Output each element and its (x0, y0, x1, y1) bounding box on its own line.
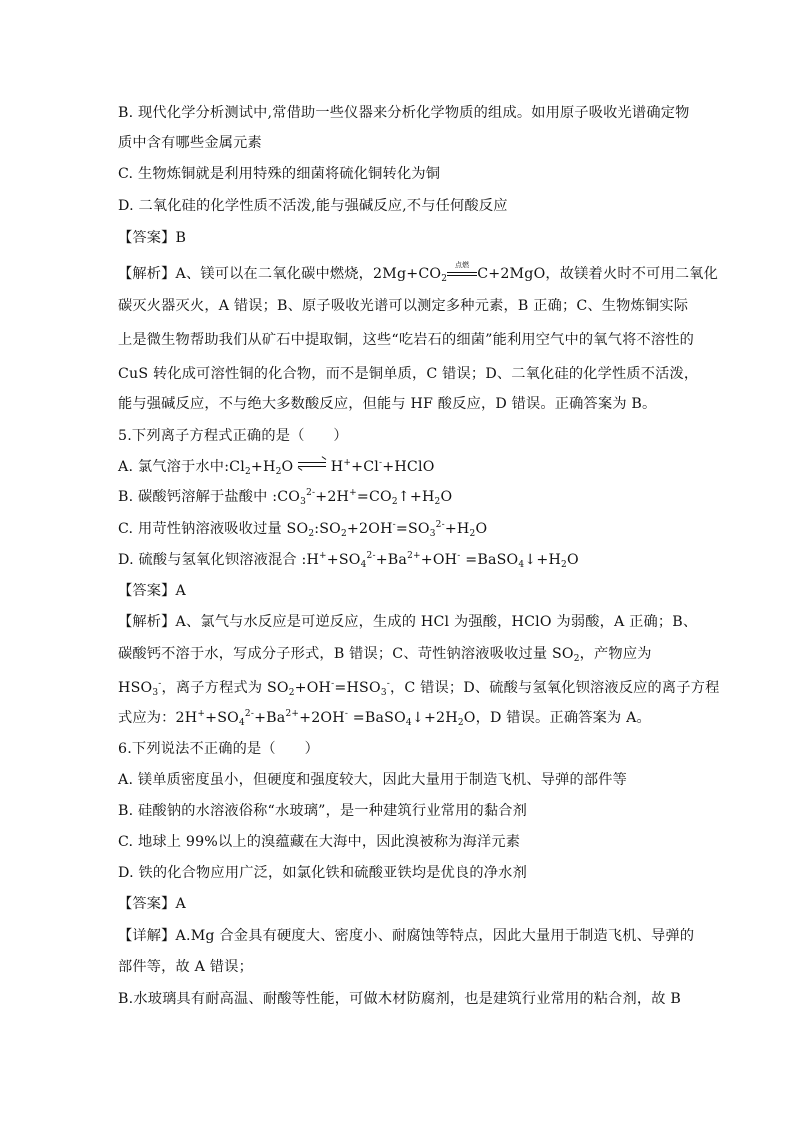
superscript: 2- (244, 709, 255, 719)
superscript: - (158, 679, 162, 689)
q6-option-d: D. 铁的化合物应用广泛，如氯化铁和硫酸亚铁均是优良的净水剂 (118, 865, 527, 881)
analysis-q5-line-3 (118, 678, 720, 698)
q6-option-b: B. 硅酸钠的水溶液俗称“水玻璃”，是一种建筑行业常用的黏合剂 (118, 803, 528, 819)
reversible-arrow-icon (298, 460, 326, 470)
analysis-q5-line-4 (118, 708, 678, 728)
q5-option-d (118, 550, 678, 570)
text-segment: :SO (314, 521, 341, 537)
explanation-q6-line-1: 【详解】A.Mg 合金具有硬度大、密度小、耐腐蚀等特点，因此大量用于制造飞机、导弹的 (118, 928, 695, 944)
analysis-q4-line-5: 能与强碱反应，不与绝大多数酸反应，但能与 HF 酸反应，D 错误。正确答案为 B。 (118, 396, 657, 412)
subscript: 4 (405, 718, 412, 728)
subscript: 2 (288, 688, 295, 698)
answer-q6: 【答案】A (118, 896, 186, 912)
text-segment: 【解析】A、镁可以在二氧化碳中燃烧，2Mg+CO (118, 266, 442, 282)
question-5-title: 5.下列离子方程式正确的是（ ） (118, 428, 348, 444)
condition-label: 点燃 (454, 261, 470, 269)
text-segment: HSO (118, 680, 153, 696)
text-segment: +H (250, 459, 276, 475)
option-b-line-1: B. 现代化学分析测试中,常借助一些仪器来分析化学物质的组成。如用原子吸收光谱确定物 (118, 105, 690, 121)
subscript: 3 (380, 688, 387, 698)
q5-option-b (118, 487, 678, 507)
superscript: - (331, 679, 335, 689)
text-segment: 式应为：2H (118, 710, 198, 726)
text-segment: +H (444, 521, 470, 537)
text-segment: O，D 错误。正确答案为 A。 (463, 710, 651, 726)
text-segment: ↓+2H (411, 710, 458, 726)
text-segment: ，离子方程式为 SO (161, 680, 289, 696)
analysis-q4-line-1 (118, 261, 719, 284)
superscript: - (344, 709, 349, 719)
analysis-q5-line-1: 【解析】A、氯气与水反应是可逆反应，生成的 HCl 为强酸，HClO 为弱酸，A 正确；B、 (118, 614, 698, 630)
subscript: 4 (238, 718, 245, 728)
option-b-line-2: 质中含有哪些金属元素 (118, 135, 262, 151)
superscript: + (343, 458, 352, 468)
subscript: 3 (152, 688, 159, 698)
question-6-title: 6.下列说法不正确的是（ ） (118, 741, 319, 757)
q5-option-a (118, 457, 678, 477)
subscript: 2 (275, 467, 282, 477)
q6-option-a: A. 镁单质密度虽小，但硬度和强度较大，因此大量用于制造飞机、导弹的部件等 (118, 772, 628, 788)
superscript: + (349, 488, 357, 498)
text-segment: +HClO (382, 459, 435, 475)
text-segment: =CO (356, 489, 392, 505)
subscript: 2 (561, 560, 567, 570)
analysis-q5-line-2 (118, 644, 678, 664)
reaction-condition-arrow (447, 261, 477, 278)
q5-option-c (118, 519, 678, 539)
subscript: 2 (573, 654, 580, 664)
subscript: 2 (391, 497, 398, 507)
subscript: 2 (244, 467, 251, 477)
analysis-q4-line-4: CuS 转化成可溶性铜的化合物，而不是铜单质，C 错误；D、二氧化硅的化学性质不活泼， (118, 366, 699, 382)
superscript: + (197, 709, 206, 719)
subscript: 4 (360, 560, 367, 570)
text-segment: O (566, 552, 579, 568)
text-segment: +Cl (351, 459, 380, 475)
text-segment: +SO (326, 552, 361, 568)
superscript: 2- (306, 488, 316, 498)
text-segment: C+2MgO，故镁着火时不可用二氧化 (477, 266, 719, 282)
superscript: - (386, 679, 390, 689)
text-segment: D. 硫酸与氢氧化钡溶液混合 :H (118, 552, 320, 568)
subscript: 3 (429, 529, 436, 539)
text-segment: =BaSO (460, 552, 519, 568)
text-segment: A. 氯气溶于水中:Cl (118, 459, 245, 475)
superscript: - (379, 458, 383, 468)
text-segment: +2OH (346, 521, 393, 537)
option-c: C. 生物炼铜就是利用特殊的细菌将硫化铜转化为铜 (118, 166, 441, 182)
text-segment: ，C 错误；D、硫酸与氢氧化钡溶液反应的离子方程 (390, 680, 720, 696)
answer-q5: 【答案】A (118, 583, 186, 599)
explanation-q6-line-3: B.水玻璃具有耐高温、耐酸等性能，可做木材防腐剂，也是建筑行业常用的粘合剂，故 B (118, 991, 682, 1007)
text-segment: ↑+H (397, 489, 435, 505)
text-segment: O (440, 489, 453, 505)
superscript: 2+ (407, 551, 421, 561)
text-segment: ↓+H (524, 552, 562, 568)
text-segment: +OH (420, 552, 458, 568)
option-d: D. 二氧化硅的化学性质不活泼,能与强碱反应,不与任何酸反应 (118, 198, 508, 214)
subscript: 2 (457, 718, 464, 728)
subscript: 2 (340, 529, 347, 539)
text-segment: O (281, 459, 294, 475)
text-segment: +2H (315, 489, 350, 505)
q6-option-c: C. 地球上 99%以上的溴蕴藏在大海中，因此溴被称为海洋元素 (118, 834, 521, 850)
text-segment: 碳酸钙不溶于水，写成分子形式，B 错误；C、苛性钠溶液吸收过量 SO (118, 646, 574, 662)
text-segment: B. 碳酸钙溶解于盐酸中 :CO (118, 489, 301, 505)
subscript: 4 (518, 560, 525, 570)
text-segment: H (330, 459, 344, 475)
analysis-q4-line-2: 碳灭火器灭火，A 错误；B、原子吸收光谱可以测定多种元素，B 正确；C、生物炼铜实际 (118, 298, 689, 314)
superscript: 2+ (285, 709, 300, 719)
text-segment: ，产物应为 (579, 646, 652, 662)
text-segment: +OH (294, 680, 332, 696)
text-segment: +2OH (299, 710, 345, 726)
superscript: - (392, 520, 396, 530)
subscript: 2 (469, 529, 476, 539)
text-segment: +Ba (254, 710, 286, 726)
explanation-q6-line-2: 部件等，故 A 错误； (118, 959, 253, 975)
analysis-q4-line-3: 上是微生物帮助我们从矿石中提取铜，这些“吃岩石的细菌”能利用空气中的氧气将不溶性的 (118, 332, 695, 348)
subscript: 2 (308, 529, 315, 539)
text-segment: =HSO (334, 680, 381, 696)
text-segment: =BaSO (348, 710, 406, 726)
text-segment: C. 用苛性钠溶液吸收过量 SO (118, 521, 309, 537)
subscript: 3 (300, 497, 307, 507)
superscript: 2- (366, 551, 376, 561)
subscript: 2 (434, 497, 441, 507)
text-segment: +Ba (375, 552, 408, 568)
text-segment: +SO (205, 710, 239, 726)
subscript: 2 (441, 274, 448, 284)
answer-q4: 【答案】B (118, 230, 187, 246)
text-segment: =SO (395, 521, 430, 537)
text-segment: O (475, 521, 488, 537)
superscript: 2- (435, 520, 445, 530)
superscript: - (457, 551, 461, 561)
superscript: + (319, 551, 327, 561)
